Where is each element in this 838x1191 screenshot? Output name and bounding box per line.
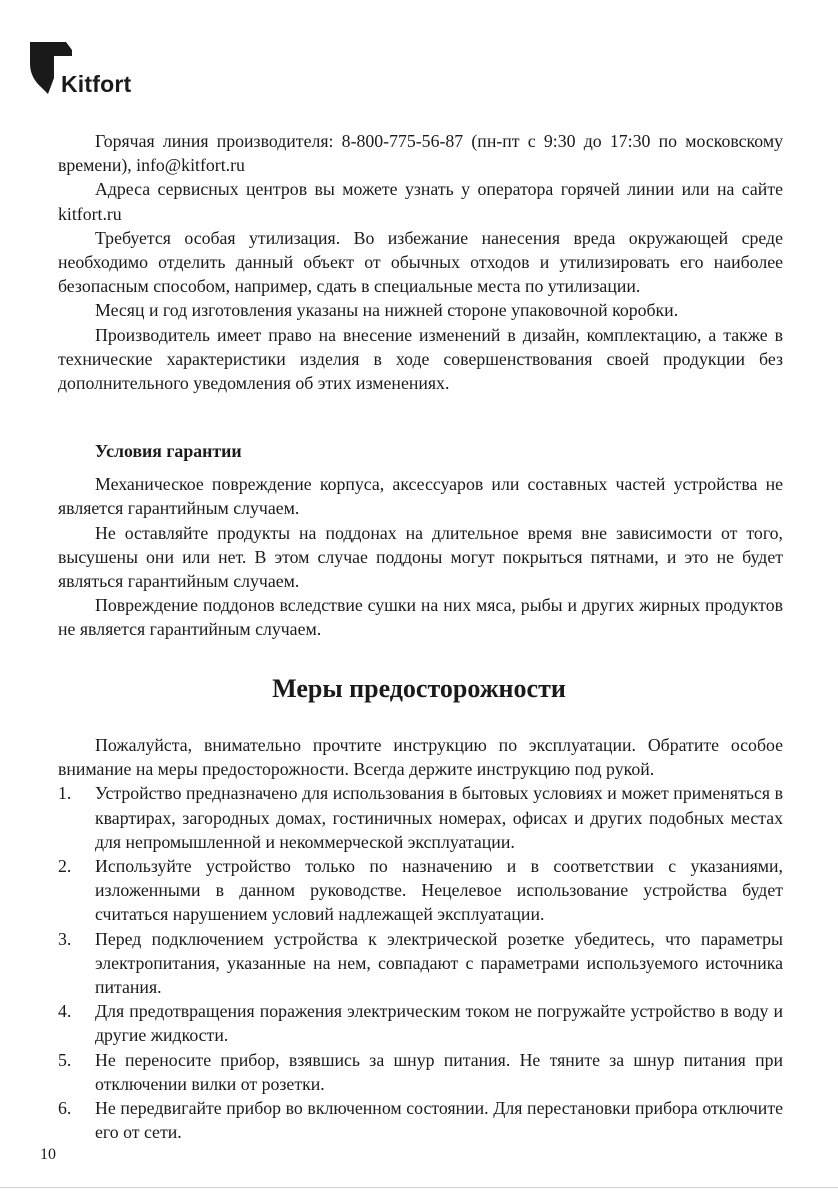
warranty-paragraph: Механическое повреждение корпуса, аксессуаров или составных частей устройства не является гарантийным случаем. [58,474,783,519]
rule-text: Не передвигайте прибор во включенном состоянии. Для перестановки прибора отключите его от сети. [95,1098,783,1143]
service-centers-paragraph: Адреса сервисных центров вы можете узнать у оператора горячей линии или на сайте kitfort.ru [58,179,783,224]
rule-number: 4. [58,1001,72,1022]
warranty-paragraph: Не оставляйте продукты на поддонах на длительное время вне зависимости от того, высушены они или нет. В этом случае поддоны могут покрыться пятнами, и это не будет являться гарантийным случаем. [58,522,783,592]
safety-rule [58,999,783,1047]
rule-number: 5. [58,1049,72,1070]
safety-rule [58,781,783,854]
manufacturer-rights-paragraph: Производитель имеет право на внесение изменений в дизайн, комплектацию, а также в технические характеристики изделия в ходе совершенствования своей продукции без дополнительного уведомления об этих изменениях. [58,324,783,394]
rule-text: Не переносите прибор, взявшись за шнур питания. Не тяните за шнур питания при отключении вилки от розетки. [95,1049,783,1094]
safety-rule [58,854,783,927]
rule-number: 2. [58,856,72,877]
warranty-section [58,439,783,642]
safety-rule [58,927,783,1000]
rule-number: 6. [58,1098,72,1119]
brand-name: Kitfort [61,71,132,97]
safety-section [58,733,783,1144]
page-bottom-divider [0,1187,838,1188]
rule-text: Используйте устройство только по назначению и в соответствии с указаниями, изложенными в данном руководстве. Нецелевое использование устройства будет считаться нарушением условий надлежащей эксплуатации. [95,856,783,925]
kitfort-logo [30,42,170,98]
rule-text: Устройство предназначено для использования в бытовых условиях и может применяться в квартирах, загородных домах, гостиничных номерах, офисах и других подобных местах для непромышленной и некоммерческой эксплуатации. [95,783,783,852]
rule-number: 3. [58,928,72,949]
warranty-heading: Условия гарантии [95,441,242,461]
rule-number: 1. [58,783,72,804]
safety-rule [58,1048,783,1096]
manufacture-date-paragraph: Месяц и год изготовления указаны на нижней стороне упаковочной коробки. [95,300,679,321]
page-number: 10 [40,1146,56,1163]
rule-text: Перед подключением устройства к электрической розетке убедитесь, что параметры электропитания, указанные на нем, совпадают с параметрами используемого источника питания. [95,928,783,998]
disposal-paragraph: Требуется особая утилизация. Во избежание нанесения вреда окружающей среде необходимо отделить данный объект от обычных отходов и утилизировать его наиболее безопасным способом, например, сдать в специальные места по утилизации. [58,227,783,297]
hotline-paragraph: Горячая линия производителя: 8-800-775-56-87 (пн-пт с 9:30 до 17:30 по московскому времени), info@kitfort.ru [58,131,783,176]
safety-intro: Пожалуйста, внимательно прочтите инструкцию по эксплуатации. Обратите особое внимание на меры предосторожности. Всегда держите инструкцию под рукой. [58,735,783,780]
warranty-paragraph: Повреждение поддонов вследствие сушки на них мяса, рыбы и других жирных продуктов не является гарантийным случаем. [58,595,783,640]
intro-section [58,129,783,395]
safety-title: Меры предосторожности [272,674,566,703]
safety-rules-list [58,781,783,1144]
rule-text: Для предотвращения поражения электрическим током не погружайте устройство в воду и другие жидкости. [95,1001,783,1046]
safety-rule [58,1096,783,1144]
